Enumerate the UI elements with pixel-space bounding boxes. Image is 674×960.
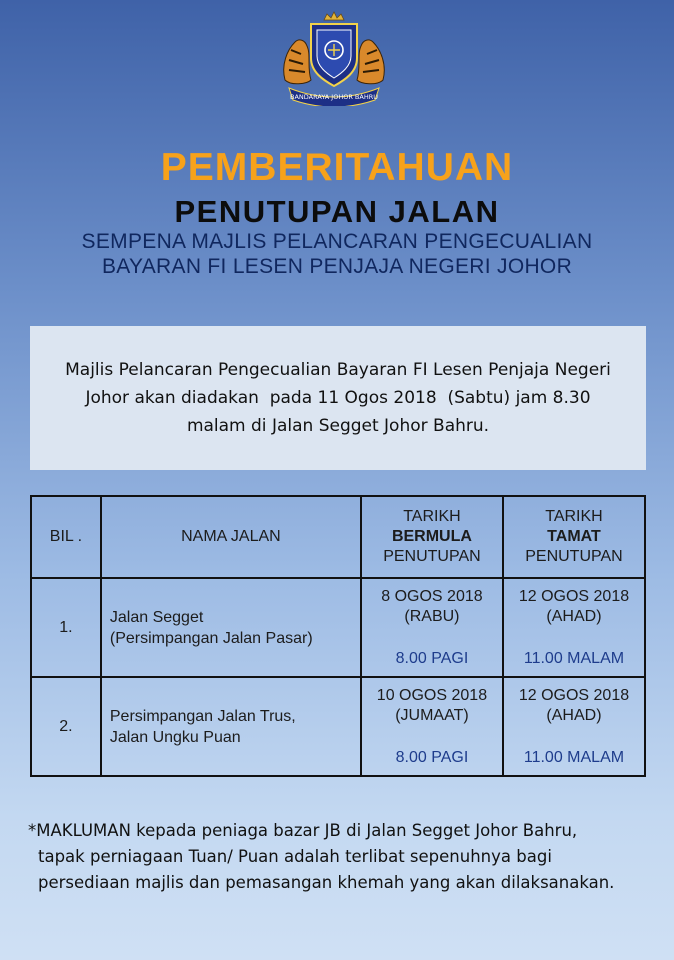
- road-closure-table: [30, 495, 646, 777]
- road-name-line-1: Persimpangan Jalan Trus,: [109, 707, 296, 725]
- footnote-line-2: tapak perniagaan Tuan/ Puan adalah terlibat sepenuhnya bagi: [38, 847, 552, 866]
- header-start-l3: PENUTUPAN: [383, 548, 481, 565]
- row-start-date: [361, 578, 503, 677]
- start-date: 8 OGOS 2018: [381, 588, 483, 605]
- notice-subtitle: PENUTUPAN JALAN: [174, 194, 500, 229]
- start-date: 10 OGOS 2018: [376, 687, 488, 704]
- row-road-name: [101, 578, 361, 677]
- footnote-line-3: persediaan majlis dan pemasangan khemah yang akan dilaksanakan.: [38, 873, 615, 892]
- header-end-l1: TARIKH: [545, 508, 603, 525]
- row-end-date: [503, 677, 645, 776]
- header-start-date: [361, 496, 503, 578]
- road-name-line-2: Jalan Ungku Puan: [109, 728, 241, 746]
- row-start-date: [361, 677, 503, 776]
- table-row: [31, 677, 645, 776]
- footnote: [28, 818, 668, 896]
- notice-title: PEMBERITAHUAN: [160, 146, 514, 189]
- end-time: 11.00 MALAM: [523, 749, 625, 766]
- city-council-crest-logo: [277, 10, 391, 106]
- event-notice-box: [30, 326, 646, 470]
- row-bil: 1.: [31, 578, 101, 677]
- header-end-date: [503, 496, 645, 578]
- notice-line-1: Majlis Pelancaran Pengecualian Bayaran FI Lesen Penjaja Negeri: [65, 360, 611, 380]
- road-name-line-1: Jalan Segget: [109, 608, 204, 626]
- notice-line-3: malam di Jalan Segget Johor Bahru.: [186, 416, 490, 436]
- header-road-name: NAMA JALAN: [101, 496, 361, 578]
- road-name-line-2: (Persimpangan Jalan Pasar): [109, 629, 313, 647]
- table-header-row: [31, 496, 645, 578]
- end-day: (AHAD): [546, 707, 602, 724]
- start-day: (JUMAAT): [395, 707, 469, 724]
- row-end-date: [503, 578, 645, 677]
- header-start-l1: TARIKH: [403, 508, 461, 525]
- crest-ribbon-text: BANDARAYA JOHOR BAHRU: [290, 93, 378, 101]
- occasion-line-1: SEMPENA MAJLIS PELANCARAN PENGECUALIAN: [81, 230, 593, 253]
- footnote-line-1: *MAKLUMAN kepada peniaga bazar JB di Jalan Segget Johor Bahru,: [28, 821, 578, 840]
- start-time: 8.00 PAGI: [395, 749, 469, 766]
- occasion-line-2: BAYARAN FI LESEN PENJAJA NEGERI JOHOR: [101, 255, 573, 278]
- header-start-l2: BERMULA: [391, 528, 472, 545]
- start-time: 8.00 PAGI: [395, 650, 469, 667]
- end-date: 12 OGOS 2018: [518, 687, 630, 704]
- header-bil: BIL .: [31, 496, 101, 578]
- table-row: [31, 578, 645, 677]
- row-road-name: [101, 677, 361, 776]
- end-day: (AHAD): [546, 608, 602, 625]
- notice-line-2: Johor akan diadakan pada 11 Ogos 2018 (Sabtu) jam 8.30: [85, 388, 591, 408]
- header-end-l3: PENUTUPAN: [525, 548, 623, 565]
- end-date: 12 OGOS 2018: [518, 588, 630, 605]
- end-time: 11.00 MALAM: [523, 650, 625, 667]
- header-end-l2: TAMAT: [547, 528, 601, 545]
- row-bil: 2.: [31, 677, 101, 776]
- start-day: (RABU): [404, 608, 460, 625]
